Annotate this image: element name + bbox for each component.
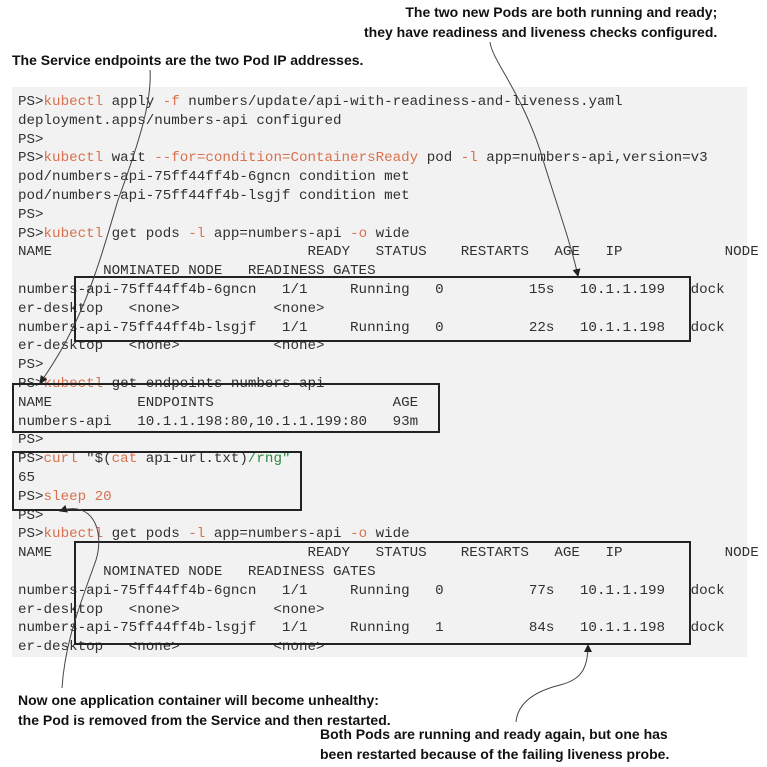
command-token: -o — [350, 225, 368, 242]
terminal-line — [18, 356, 759, 375]
output-text: api-url.txt) — [137, 451, 248, 468]
output-text: numbers-api-75ff44ff4b-lsgjf 1/1 Running 1 84s 10.1.1.198 dock — [18, 620, 725, 637]
prompt-text: PS> — [18, 131, 44, 148]
output-text: wide — [367, 526, 410, 543]
output-text: get endpoints numbers-api — [103, 375, 325, 392]
output-text: numbers-api-75ff44ff4b-6gncn 1/1 Running 0 77s 10.1.1.199 dock — [18, 582, 725, 599]
output-text: 65 — [18, 469, 36, 486]
command-token: -l — [460, 150, 478, 167]
callout-line: Now one application container will become unhealthy: — [18, 692, 379, 708]
output-text: deployment.apps/numbers-api configured — [18, 112, 342, 129]
prompt-text: PS> — [18, 451, 44, 468]
command-token: -f — [162, 94, 180, 110]
output-text: apply — [103, 94, 163, 110]
prompt-text: PS> — [18, 432, 44, 449]
command-token: /rng" — [247, 451, 291, 468]
command-token: kubectl — [43, 94, 104, 110]
output-text: wait — [103, 150, 155, 167]
prompt-text: PS> — [18, 150, 44, 167]
output-text: NOMINATED NODE READINESS GATES — [18, 563, 376, 580]
terminal-line — [18, 93, 759, 112]
prompt-text: PS> — [18, 375, 44, 392]
output-text: pod — [418, 150, 461, 167]
command-token: 20 — [86, 488, 112, 505]
output-text: NAME READY STATUS RESTARTS AGE IP NODE — [18, 545, 759, 562]
prompt-text: PS> — [18, 526, 44, 543]
output-text: NOMINATED NODE READINESS GATES — [18, 263, 376, 280]
output-text: wide — [367, 225, 410, 242]
output-text: get pods — [103, 225, 189, 242]
command-token: kubectl — [43, 225, 104, 242]
output-text: er-desktop <none> <none> — [18, 601, 325, 618]
terminal-line — [18, 187, 759, 206]
prompt-text: PS> — [18, 225, 44, 242]
command-token: -l — [188, 225, 206, 242]
highlight-box-pods-second — [74, 541, 691, 645]
command-token: kubectl — [43, 150, 104, 167]
command-token: sleep — [43, 488, 87, 505]
callout-line: they have readiness and liveness checks configured. — [364, 24, 718, 40]
callout-restarted — [320, 724, 669, 764]
terminal-line — [18, 149, 759, 168]
output-text: numbers-api-75ff44ff4b-6gncn 1/1 Running 0 15s 10.1.1.199 dock — [18, 281, 725, 298]
output-text: er-desktop <none> <none> — [18, 300, 325, 317]
output-text: er-desktop <none> <none> — [18, 338, 325, 355]
output-text: "$( — [77, 451, 112, 468]
callout-line: the Pod is removed from the Service and then restarted. — [18, 712, 391, 728]
output-text: numbers/update/api-with-readiness-and-liveness.yaml — [179, 94, 623, 110]
prompt-text: PS> — [18, 357, 44, 374]
prompt-text: PS> — [18, 206, 44, 223]
callout-service-endpoints — [12, 50, 363, 70]
terminal-line — [18, 131, 759, 150]
command-token: kubectl — [43, 526, 104, 543]
terminal-line — [18, 431, 759, 450]
output-text: NAME ENDPOINTS AGE — [18, 394, 419, 411]
callout-line: The two new Pods are both running and ready; — [405, 4, 718, 20]
output-text: pod/numbers-api-75ff44ff4b-6gncn condition met — [18, 169, 410, 186]
output-text: er-desktop <none> <none> — [18, 639, 325, 656]
callout-line: Both Pods are running and ready again, but one has — [320, 726, 668, 742]
output-text: numbers-api-75ff44ff4b-lsgjf 1/1 Running 0 22s 10.1.1.198 dock — [18, 319, 725, 336]
prompt-text: PS> — [18, 94, 44, 110]
terminal-line — [18, 225, 759, 244]
command-token: --for=condition=ContainersReady — [154, 150, 419, 167]
output-text: app=numbers-api,version=v3 — [477, 150, 708, 167]
highlight-box-pods-first — [74, 276, 691, 342]
prompt-text: PS> — [18, 488, 44, 505]
highlight-box-curl-sleep — [12, 451, 302, 511]
command-token: curl — [43, 451, 78, 468]
output-text: app=numbers-api — [205, 225, 351, 242]
highlight-box-endpoints — [12, 383, 440, 433]
command-token: -l — [188, 526, 206, 543]
terminal-line — [18, 206, 759, 225]
command-token: cat — [111, 451, 138, 468]
callout-line: The Service endpoints are the two Pod IP addresses. — [12, 52, 364, 68]
command-token: kubectl — [43, 375, 104, 392]
output-text: app=numbers-api — [205, 526, 351, 543]
output-text: numbers-api 10.1.1.198:80,10.1.1.199:80 93m — [18, 413, 419, 430]
prompt-text: PS> — [18, 507, 44, 524]
terminal-line — [18, 168, 759, 187]
terminal-line — [18, 243, 759, 262]
callout-line: been restarted because of the failing liveness probe. — [320, 746, 670, 762]
output-text: NAME READY STATUS RESTARTS AGE IP NODE — [18, 244, 759, 261]
output-text: get pods — [103, 526, 189, 543]
terminal-line — [18, 112, 759, 131]
output-text: pod/numbers-api-75ff44ff4b-lsgjf condition met — [18, 187, 410, 204]
command-token: -o — [350, 526, 368, 543]
callout-pods-ready — [364, 2, 717, 42]
